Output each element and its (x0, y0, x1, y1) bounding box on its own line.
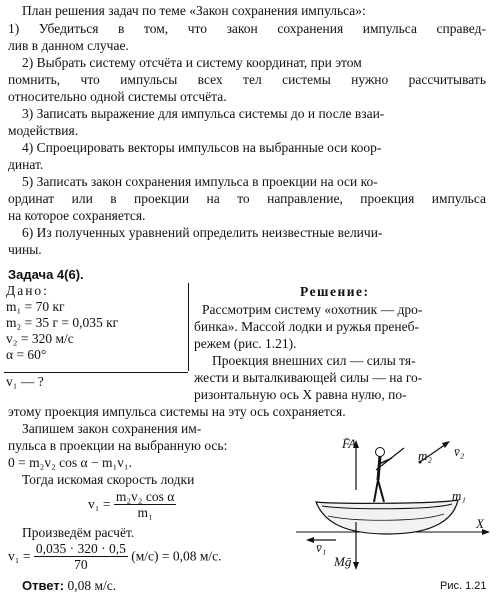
plan-step-3-line-2: модействия. (8, 123, 79, 138)
solution-p2-line-2: жести и выталкивающей силы — на го- (194, 370, 423, 385)
plan-step-6-line-2: чины. (8, 242, 42, 257)
force-mg-arrowhead (353, 562, 359, 570)
solution-p1-line-2: бинка». Массой лодки и ружья пренеб- (194, 319, 419, 334)
plan-step-2-line-3: относительно одной системы отсчёта. (8, 89, 227, 104)
given-v2: v₂ = 320 м/с (6, 331, 74, 346)
eq2-denominator: m₁ (137, 505, 153, 520)
equation-calculation (8, 541, 222, 572)
v2-arrowhead (442, 441, 450, 448)
plan-step-1-line-2: лив в данном случае. (8, 38, 129, 53)
given-alpha: α = 60° (6, 347, 47, 362)
plan-step-3-line-1: 3) Записать выражение для импульса системы до и после взаи- (22, 106, 385, 121)
eq3-lhs: v₁ = (8, 548, 31, 564)
eq2-fraction (114, 489, 176, 520)
plan-step-2-line-2: помнить, что импульсы всех тел системы нужно рассчитывать (8, 72, 486, 87)
plan-title: План решения задач по теме «Закон сохранения импульса»: (22, 3, 366, 18)
task-title: Задача 4(6). (8, 267, 84, 282)
label-m2: m₂ (418, 448, 432, 463)
solution-p3-line-1: Запишем закон сохранения им- (22, 421, 202, 436)
given-block (4, 283, 189, 371)
plan-step-5-line-2: ординат или в проекции на то направление, проекция импульса (8, 191, 486, 206)
plan-step-2-line-1: 2) Выбрать систему отсчёта и систему координат, при этом (22, 55, 362, 70)
label-v1: v̄₁ (316, 540, 327, 555)
eq2-lhs: v₁ = (88, 496, 111, 512)
eq2-numerator: m₂v₂ cos α (115, 489, 175, 504)
answer-line (22, 578, 116, 594)
label-v2: v̄₂ (454, 444, 465, 459)
solution-label: Решение: (300, 284, 370, 299)
solution-p2-line-3: ризонтальную ось X равна нулю, по- (194, 387, 407, 402)
equation-momentum: 0 = m₂v₂ cos α − m₁v₁. (8, 455, 132, 470)
label-mg: Mḡ (334, 554, 352, 569)
given-m2: m₂ = 35 г = 0,035 кг (6, 315, 119, 330)
plan-step-4-line-1: 4) Спроецировать векторы импульсов на выбранные оси коор- (22, 140, 382, 155)
answer-label: Ответ: (22, 578, 65, 593)
equation-v1-formula (88, 489, 176, 520)
given-divider (4, 372, 188, 373)
solution-p3-line-2: пульса в проекции на выбранную ось: (8, 438, 228, 453)
solution-p2-line-1: Проекция внешних сил — силы тя- (212, 353, 416, 368)
eq3-denominator: 70 (74, 557, 88, 572)
plan-step-5-line-3: на которое сохраняется. (8, 208, 146, 223)
eq3-numerator: 0,035 · 320 · 0,5 (35, 541, 126, 556)
label-m1: m₁ (452, 488, 466, 503)
solution-p1-line-1: Рассмотрим систему «охотник — дро- (202, 302, 423, 317)
solution-p5: Произведём расчёт. (22, 525, 135, 540)
eq3-fraction (34, 541, 128, 572)
plan-step-1-line-1: 1) Убедиться в том, что закон сохранения импульса справед- (8, 21, 486, 36)
solution-p2-line-4: этому проекция импульса системы на эту ось сохраняется. (8, 404, 346, 419)
find-value: v₁ — ? (6, 374, 44, 389)
hunter-figure (374, 448, 404, 503)
answer-value: 0,08 м/с. (67, 578, 117, 593)
given-m1: m₁ = 70 кг (6, 299, 65, 314)
given-label: Дано: (6, 283, 49, 298)
solution-p1-line-3: режем (рис. 1.21). (194, 336, 297, 351)
label-fa: F̄A (342, 436, 357, 451)
boat-hull (316, 500, 458, 534)
v1-arrowhead (306, 537, 314, 543)
figure-caption: Рис. 1.21 (440, 580, 487, 592)
solution-p4: Тогда искомая скорость лодки (22, 472, 195, 487)
plan-step-6-line-1: 6) Из полученных уравнений определить неизвестные величи- (22, 225, 383, 240)
plan-step-4-line-2: динат. (8, 157, 44, 172)
figure-boat-hunter (296, 434, 494, 578)
plan-step-5-line-1: 5) Записать закон сохранения импульса в проекции на оси ко- (22, 174, 378, 189)
label-x: X (476, 516, 484, 531)
eq3-rhs: (м/с) = 0,08 м/с. (131, 548, 222, 564)
